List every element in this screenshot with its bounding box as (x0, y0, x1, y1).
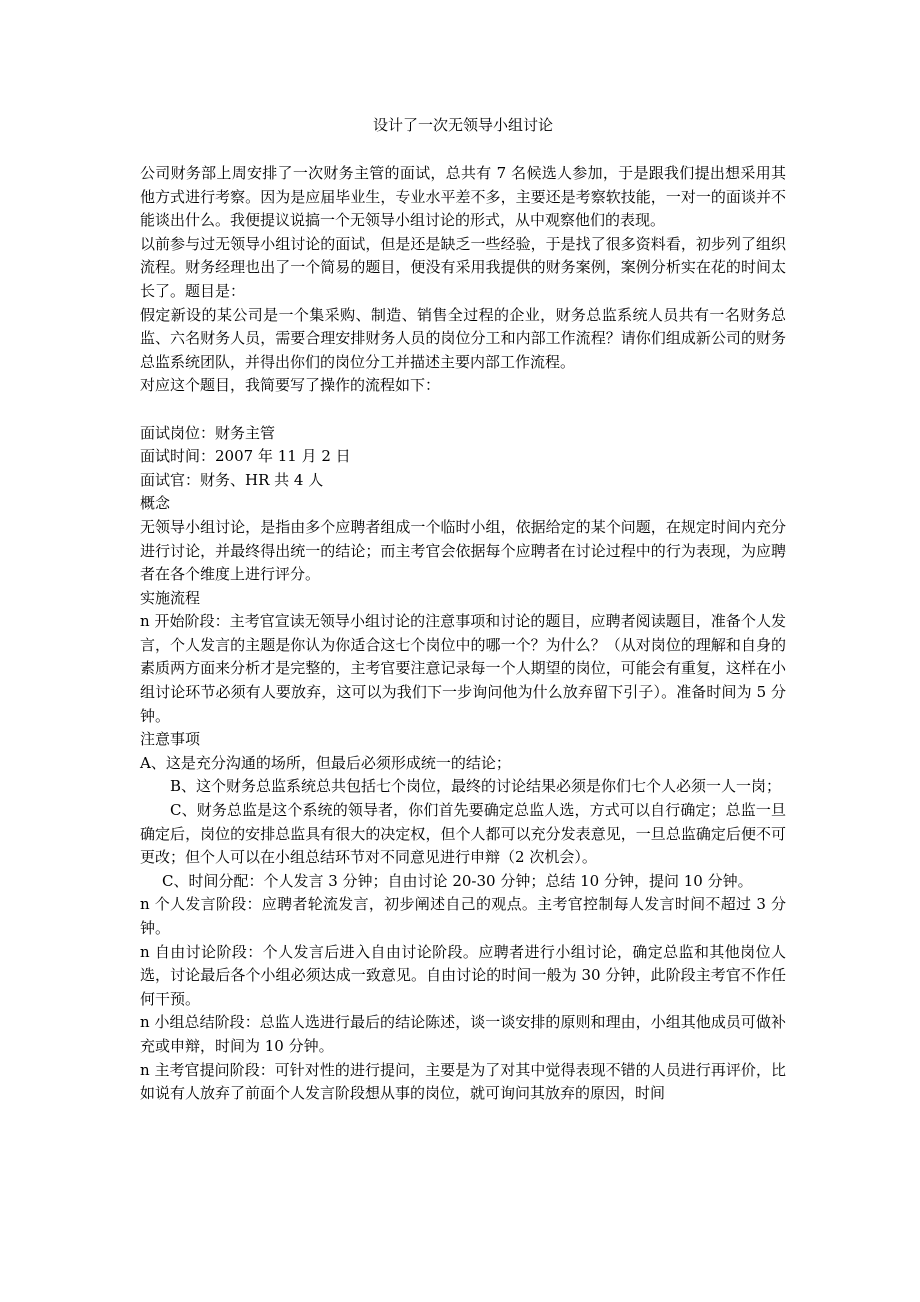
note-b: B、这个财务总监系统总共包括七个岗位，最终的讨论结果必须是你们七个人必须一人一岗； (170, 777, 782, 796)
document-title: 设计了一次无领导小组讨论 (372, 116, 553, 134)
intro-paragraph: 对应这个题目，我简要写了操作的流程如下： (140, 376, 441, 395)
note-c-time: C、时间分配：个人发言 3 分钟；自由讨论 20-30 分钟；总结 10 分钟，提问 10 分钟。 (162, 871, 753, 890)
notes-heading: 注意事项 (140, 730, 201, 749)
note-c-leader: C、财务总监是这个系统的领导者，你们首先要确定总监人选，方式可以自行确定；总监一旦确定后，岗位的安排总监具有很大的决定权，但个人都可以充分发表意见，一旦总监确定后便不可更改；但个人可以在小组总结环节对不同意见进行申辩（2 次机会）。 (140, 801, 786, 867)
meta-date: 面试时间：2007 年 11 月 2 日 (140, 447, 351, 466)
stage-paragraph: n 自由讨论阶段：个人发言后进入自由讨论阶段。应聘者进行小组讨论，确定总监和其他岗位人选，讨论最后各个小组必须达成一致意见。自由讨论的时间一般为 30 分钟，此阶段主考官不作任何干预。 (140, 942, 786, 1008)
note-a: A、这是充分沟通的场所，但最后必须形成统一的结论； (140, 753, 511, 772)
start-stage-paragraph: n 开始阶段：主考官宣读无领导小组讨论的注意事项和讨论的题目，应聘者阅读题目，准备个人发言，个人发言的主题是你认为你适合这七个岗位中的哪一个？为什么？（从对岗位的理解和自身的素质两方面来分析才是完整的，主考官要注意记录每一个人期望的岗位，可能会有重复，这样在小组讨论环节必须有人要放弃，这可以为我们下一步询问他为什么放弃留下引子）。准备时间为 5 分钟。 (140, 612, 786, 725)
intro-paragraph: 公司财务部上周安排了一次财务主管的面试，总共有 7 名候选人参加，于是跟我们提出想采用其他方式进行考察。因为是应届毕业生，专业水平差不多，主要还是考察软技能，一对一的面谈并不能谈出什么。我便提议说搞一个无领导小组讨论的形式，从中观察他们的表现。 (140, 164, 786, 230)
process-heading: 实施流程 (140, 588, 201, 607)
document-page (140, 112, 786, 1106)
meta-position: 面试岗位：财务主管 (140, 423, 276, 442)
stage-paragraph: n 个人发言阶段：应聘者轮流发言，初步阐述自己的观点。主考官控制每人发言时间不超过 3 分钟。 (140, 895, 786, 937)
meta-interviewers: 面试官：财务、HR 共 4 人 (140, 470, 324, 489)
topic-paragraph: 假定新设的某公司是一个集采购、制造、销售全过程的企业，财务总监系统人员共有一名财务总监、六名财务人员，需要合理安排财务人员的岗位分工和内部工作流程？请你们组成新公司的财务总监系统团队，并得出你们的岗位分工并描述主要内部工作流程。 (140, 305, 786, 371)
blank-line (140, 398, 786, 422)
concept-text: 无领导小组讨论，是指由多个应聘者组成一个临时小组，依据给定的某个问题，在规定时间内充分进行讨论，并最终得出统一的结论；而主考官会依据每个应聘者在讨论过程中的行为表现，为应聘者在各个维度上进行评分。 (140, 517, 786, 584)
intro-paragraph: 以前参与过无领导小组讨论的面试，但是还是缺乏一些经验，于是找了很多资料看，初步列了组织流程。财务经理也出了一个简易的题目，便没有采用我提供的财务案例，案例分析实在花的时间太长了。题目是： (140, 234, 786, 300)
concept-heading: 概念 (140, 494, 171, 513)
stage-paragraph: n 主考官提问阶段：可针对性的进行提问，主要是为了对其中觉得表现不错的人员进行再评价，比如说有人放弃了前面个人发言阶段想从事的岗位，就可询问其放弃的原因，时间 (140, 1060, 786, 1103)
stage-paragraph: n 小组总结阶段：总监人选进行最后的结论陈述，谈一谈安排的原则和理由，小组其他成员可做补充或申辩，时间为 10 分钟。 (140, 1013, 786, 1055)
